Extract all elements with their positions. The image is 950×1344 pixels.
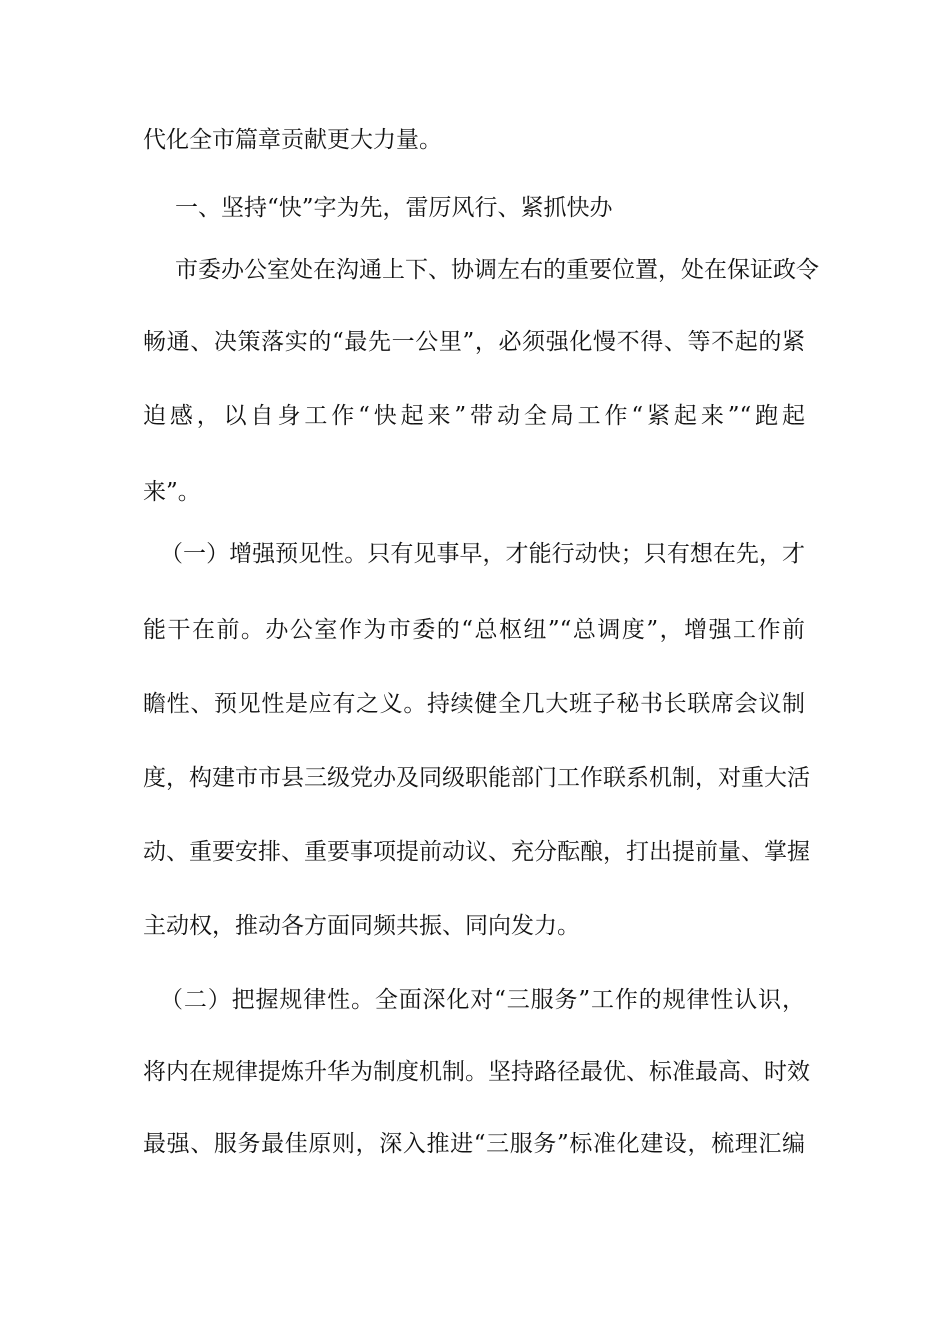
subheading-line: （一）增强预见性。只有见事早，才能行动快；只有想在先，才 [160,541,805,567]
paragraph-line: 能干在前。办公室作为市委的“总枢纽”“总调度”，增强工作前 [143,617,805,643]
paragraph-line: 畅通、决策落实的“最先一公里”，必须强化慢不得、等不起的紧 [143,329,805,355]
paragraph-line: 动、重要安排、重要事项提前动议、充分酝酿，打出提前量、掌握 [143,839,810,865]
paragraph-line: 来”。 [143,479,201,505]
paragraph-line: 市委办公室处在沟通上下、协调左右的重要位置，处在保证政令 [175,257,819,283]
section-heading: 一、坚持“快”字为先，雷厉风行、紧抓快办 [175,195,613,221]
paragraph-line: 度，构建市市县三级党办及同级职能部门工作联系机制，对重大活 [143,765,810,791]
paragraph-line: 代化全市篇章贡献更大力量。 [143,127,442,153]
paragraph-line: 瞻性、预见性是应有之义。持续健全几大班子秘书长联席会议制 [143,691,805,717]
subheading-line: （二）把握规律性。全面深化对“三服务”工作的规律性认识， [160,987,805,1013]
paragraph-line: 最强、服务最佳原则，深入推进“三服务”标准化建设，梳理汇编 [143,1131,805,1157]
paragraph-line: 主动权，推动各方面同频共振、同向发力。 [143,913,580,939]
paragraph-line: 迫感，以自身工作“快起来”带动全局工作“紧起来”“跑起 [143,403,805,429]
paragraph-line: 将内在规律提炼升华为制度机制。坚持路径最优、标准最高、时效 [143,1059,810,1085]
